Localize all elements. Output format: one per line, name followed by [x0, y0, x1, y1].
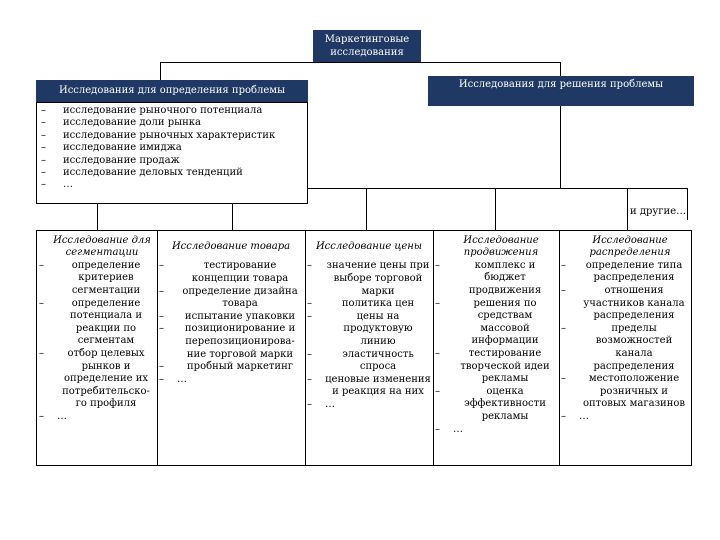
list-item: – решения по средствам массовой информации — [435, 297, 539, 347]
connector-root-left — [160, 62, 161, 80]
list-item: – определение типа распределения — [561, 259, 683, 284]
list-item: – значение цены при выборе торговой марки — [307, 260, 430, 297]
list-item: – тестирование творческой идеи рекламы — [435, 347, 550, 385]
column-list — [435, 260, 557, 436]
list-item: – … — [307, 398, 335, 410]
root-box — [313, 30, 421, 62]
column-title: Исследование товара — [171, 241, 291, 252]
column-divider — [157, 231, 158, 465]
column-price — [307, 235, 431, 412]
list-item: – пределы возможностей канала распределения — [561, 322, 675, 372]
list-item: – местоположение розничных и оптовых магазинов — [561, 373, 686, 410]
list-item: – исследование доли рынка — [41, 117, 201, 129]
list-item: – испытание упаковки — [159, 310, 296, 322]
left-list-box — [36, 102, 308, 204]
connector-col5 — [627, 188, 628, 230]
list-item: – пробный маркетинг — [159, 361, 293, 373]
list-item: – комплекс и бюджет продвижения — [435, 259, 542, 296]
list-item: – исследование рыночного потенциала — [41, 105, 263, 116]
left-title: Исследования для определения проблемы — [58, 85, 286, 96]
list-item: – исследование деловых тенденций — [41, 167, 243, 179]
bottom-table — [36, 230, 692, 466]
column-divider — [433, 231, 434, 465]
connector-right-down — [560, 106, 561, 188]
connector-col3 — [366, 188, 367, 230]
column-title: Исследование цены — [315, 241, 423, 252]
column-divider — [559, 231, 560, 465]
list-item: – … — [39, 410, 67, 422]
list-item: – политика цен — [307, 298, 415, 310]
list-item: – цены на продуктовую линию — [307, 310, 413, 347]
column-distribution — [561, 235, 689, 424]
right-header — [428, 76, 694, 106]
left-list — [41, 105, 307, 192]
list-item: – исследование рыночных характеристик — [41, 129, 276, 141]
list-item: – … — [159, 373, 187, 385]
column-title: Исследование продвижения — [463, 235, 539, 259]
column-title: Исследование для сегментации — [53, 235, 151, 259]
left-header — [36, 80, 308, 102]
list-item: – … — [435, 423, 463, 435]
list-item: – тестирование концепции товара — [159, 260, 289, 284]
connector-root-right — [560, 62, 561, 76]
connector-root-horizontal — [160, 62, 560, 63]
list-item: – исследование продаж — [41, 154, 180, 166]
others-label: и другие… — [630, 206, 687, 217]
right-title: Исследования для решения проблемы — [458, 79, 664, 90]
root-title: Маркетинговые исследования — [324, 34, 410, 58]
list-item: – ценовые изменения и реакция на них — [307, 373, 431, 398]
list-item: – определение критериев сегментации — [39, 259, 141, 296]
list-item: – позиционирование и перепозиционирова-ние торговой марки — [159, 323, 296, 360]
list-item: – оценка эффективности рекламы — [435, 385, 546, 422]
list-item: – отбор целевых рынков и определение их потребительско-го профиля — [39, 347, 150, 410]
column-list — [39, 260, 155, 424]
column-divider — [305, 231, 306, 465]
column-segmentation — [39, 235, 155, 424]
column-promotion — [435, 235, 557, 436]
column-list — [561, 260, 689, 424]
column-list — [159, 260, 303, 386]
column-product — [159, 235, 303, 386]
list-item: – определение дизайна товара — [159, 285, 298, 310]
list-item: – отношения участников канала распределения — [561, 285, 685, 322]
column-title: Исследование распределения — [589, 235, 671, 259]
column-list — [307, 260, 431, 411]
list-item: – эластичность спроса — [307, 348, 414, 373]
list-item: – … — [41, 179, 73, 191]
list-item: – определение потенциала и реакции по сегментам — [39, 297, 143, 347]
list-item: – … — [561, 410, 589, 422]
list-item: – исследование имиджа — [41, 142, 182, 154]
connector-col4 — [495, 188, 496, 230]
